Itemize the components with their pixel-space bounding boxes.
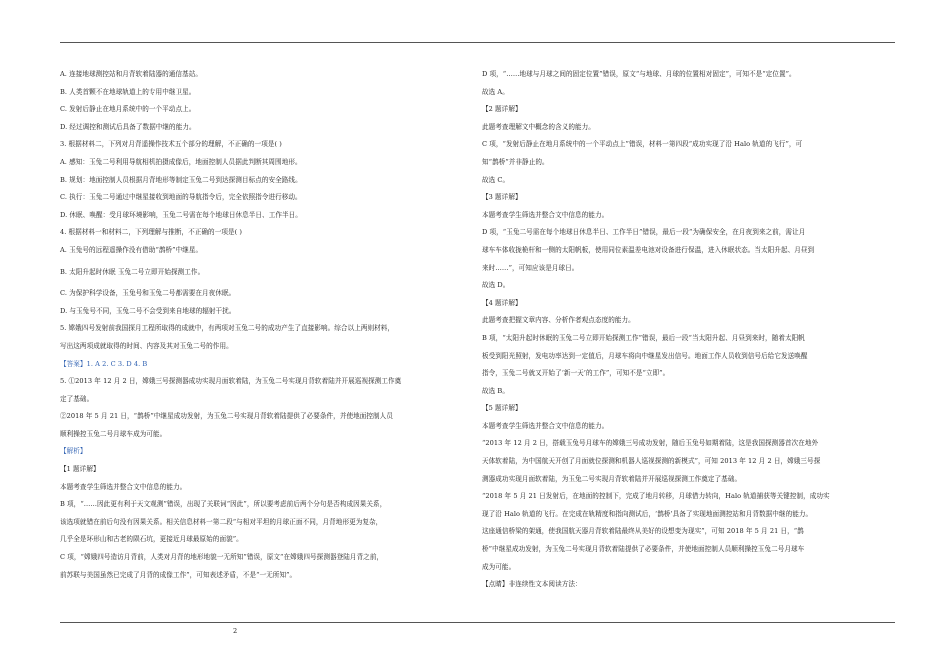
- header-rule: [60, 42, 895, 43]
- text-line: 写出这两项成就取得的时间、内容及其对玉兔二号的作用。: [60, 341, 233, 350]
- text-line: ②2018 年 5 月 21 日，“鹊桥”中继星成功发射，为玉兔二号实现月背软着陆提供了必要条件，并使地面控制人员: [60, 412, 393, 421]
- page-number: 2: [233, 627, 238, 635]
- text-line: 成为可能。: [482, 562, 516, 571]
- text-line: D 项，“……地球与月球之间的固定位置”错误，原文“与地球、月球的位置相对固定”，可知不是“定位置”。: [482, 70, 796, 78]
- text-line: 天体软着陆，为中国航天开创了月面就位探测和机器人巡视探测的新模式”，可知 2013 年 12 月 2 日，嫦娥三号探: [482, 457, 821, 466]
- text-line: 球车车体收拢桅杆和一侧的太阳帆板，使用同位素温差电池对设备进行保温，进入休眠状态。当太阳升起、月昼到: [482, 245, 815, 254]
- text-line: 来时……”，可知应该是月球日。: [482, 263, 579, 272]
- text-line: 故选 C。: [482, 175, 510, 184]
- text-line: 此题考查理解文中概念的含义的能力。: [482, 122, 595, 131]
- text-line: 故选 A。: [482, 87, 509, 96]
- text-line: C. 执行：玉兔二号通过中继星接收到地面的导航指令后，完全依照指令进行移动。: [60, 193, 302, 202]
- text-line: C. 为保护科学设备，玉兔号和玉兔二号都需要在月夜休眠。: [60, 289, 236, 298]
- text-line: 此题考查把握文章内容、分析作者观点态度的能力。: [482, 316, 635, 325]
- text-line: 这座通信桥梁的架通，使我国航天器月背软着陆最终从美好的设想变为现实”，可知 2018 年 5 月 21 日，“鹊: [482, 527, 804, 536]
- text-line: 5. ①2013 年 12 月 2 日，嫦娥三号探测器成功实现月面软着陆，为玉兔二号实现月背软着陆并开展巡视探测工作奠: [60, 377, 402, 386]
- text-line: 【解析】: [60, 447, 87, 456]
- text-line: A. 感知：玉兔二号利用导航相机拍摄成像后，地面控制人员据此判断其周围地形。: [60, 157, 302, 166]
- text-line: 【答案】1. A 2. C 3. D 4. B: [60, 359, 148, 368]
- text-line: 指令，玉兔二号就又开始了‘新一天’的工作”，可知不是“立即”。: [482, 369, 670, 378]
- text-line: 本题考查学生筛选并整合文中信息的能力。: [482, 421, 609, 430]
- text-line: 板受到阳光照射，发电功率达到一定值后，月球车将向中继星发出信号。地面工作人员收到信号后给它发送唤醒: [482, 351, 808, 360]
- text-line: B 项，“……因此更有利于天文观测”错误，出现了关联词“因此”，所以要考虑前后两个分句是否构成因果关系，: [60, 500, 387, 509]
- text-line: 故选 D。: [482, 281, 510, 290]
- text-line: “2018 年 5 月 21 日发射后，在地面的控制下，完成了地月转移，月球借力转向，Halo 轨道捕获等关键控制，成功实: [482, 492, 830, 501]
- text-line: 定了基础。: [60, 394, 94, 403]
- text-line: 【3 题详解】: [482, 193, 522, 202]
- text-line: C 项，“嫦娥四号造访月背前，人类对月背的地形地貌一无所知”错误，原文“在嫦娥四号探测器登陆月背之前，: [60, 553, 384, 562]
- text-line: 几乎全是环形山和古老的陨石坑，更接近月球最原始的面貌”。: [60, 535, 243, 544]
- text-line: 前苏联与美国虽然已完成了月背的成像工作”，可知表述矛盾，不是“一无所知”。: [60, 570, 297, 579]
- text-line: B. 太阳升起时休眠 玉兔二号立即开始探测工作。: [60, 267, 205, 276]
- text-line: A. 玉兔号的远程遥操作没有借助“鹊桥”中继星。: [60, 245, 203, 254]
- text-line: D 项，“玉兔二号需在每个地球日休息半日、工作半日”错误，最后一段“为确保安全，在月夜到来之前，需让月: [482, 228, 806, 237]
- right-column: [482, 70, 897, 598]
- text-line: “2013 年 12 月 2 日，搭载玉兔号月球车的嫦娥三号成功发射，随后玉兔号如期着陆，这是我国探测器首次在地外: [482, 439, 819, 448]
- text-line: 【4 题详解】: [482, 298, 522, 307]
- text-line: 该选项就错在前后句没有因果关系。相关信息材料一第二段“与相对平坦的月球正面不同，月背地形更为复杂，: [60, 517, 383, 526]
- text-line: 【2 题详解】: [482, 105, 522, 114]
- text-line: B. 人类首颗不在地球轨道上的专用中继卫星。: [60, 87, 196, 96]
- text-line: D. 与玉兔号不同，玉兔二号不会受到来自地球的辐射干扰。: [60, 306, 236, 315]
- text-line: 桥”中继星成功发射，为玉兔二号实现月背软着陆提供了必要条件，并使地面控制人员顺利操控玉兔二号月球车: [482, 545, 805, 554]
- text-line: 4. 根据材料一和材料二，下列理解与推断，不正确的一项是( ): [60, 228, 243, 237]
- text-line: 3. 根据材料二，下列对月背遥操作技术五个部分的理解，不正确的一项是( ): [60, 140, 282, 149]
- left-column: [60, 70, 480, 588]
- text-line: 测器成功实现月面软着陆，为玉兔二号实现月背软着陆并开展巡视探测工作奠定了基础。: [482, 474, 742, 483]
- text-line: 知“鹊桥”并非静止的。: [482, 157, 549, 166]
- text-line: D. 休眠、唤醒：受月球环境影响，玉兔二号需在每个地球日休息半日、工作半日。: [60, 210, 302, 219]
- text-line: 故选 B。: [482, 386, 509, 395]
- text-line: 【1 题详解】: [60, 465, 100, 474]
- text-line: C. 发射后静止在地月系统中的一个平动点上。: [60, 105, 196, 114]
- text-line: B. 规划：地面控制人员根据月背地形等制定玉兔二号到达探测目标点的安全路线。: [60, 175, 302, 184]
- text-line: 5. 嫦娥四号发射前我国探月工程所取得的成就中，有两项对玉兔二号的成功产生了直接影响。综合以上两则材料，: [60, 324, 395, 333]
- text-line: 本题考查学生筛选并整合文中信息的能力。: [482, 210, 609, 219]
- footer-rule: [60, 622, 895, 623]
- text-line: 【点睛】非连续性文本阅读方法：: [482, 580, 582, 589]
- text-line: C 项，“发射后静止在地月系统中的一个平动点上”错误，材料一第四段“成功实现了沿 Halo 轨道的飞行”，可: [482, 140, 803, 149]
- text-line: B 项，“太阳升起时休眠的玉兔二号立即开始探测工作”错误，最后一段“当太阳升起、月昼到来时，随着太阳帆: [482, 333, 805, 342]
- text-line: 顺利操控玉兔二号月球车成为可能。: [60, 429, 167, 438]
- text-line: A. 连接地球测控站和月背软着陆器的通信基站。: [60, 70, 202, 78]
- text-line: D. 经过调控和测试后具备了数据中继的能力。: [60, 122, 196, 131]
- text-line: 现了沿 Halo 轨道的飞行。在完成在轨精度和指向测试后，‘鹊桥’具备了实现地面测控站和月背数据中继的能力。: [482, 509, 813, 518]
- text-line: 【5 题详解】: [482, 404, 522, 413]
- text-line: 本题考查学生筛选并整合文中信息的能力。: [60, 482, 187, 491]
